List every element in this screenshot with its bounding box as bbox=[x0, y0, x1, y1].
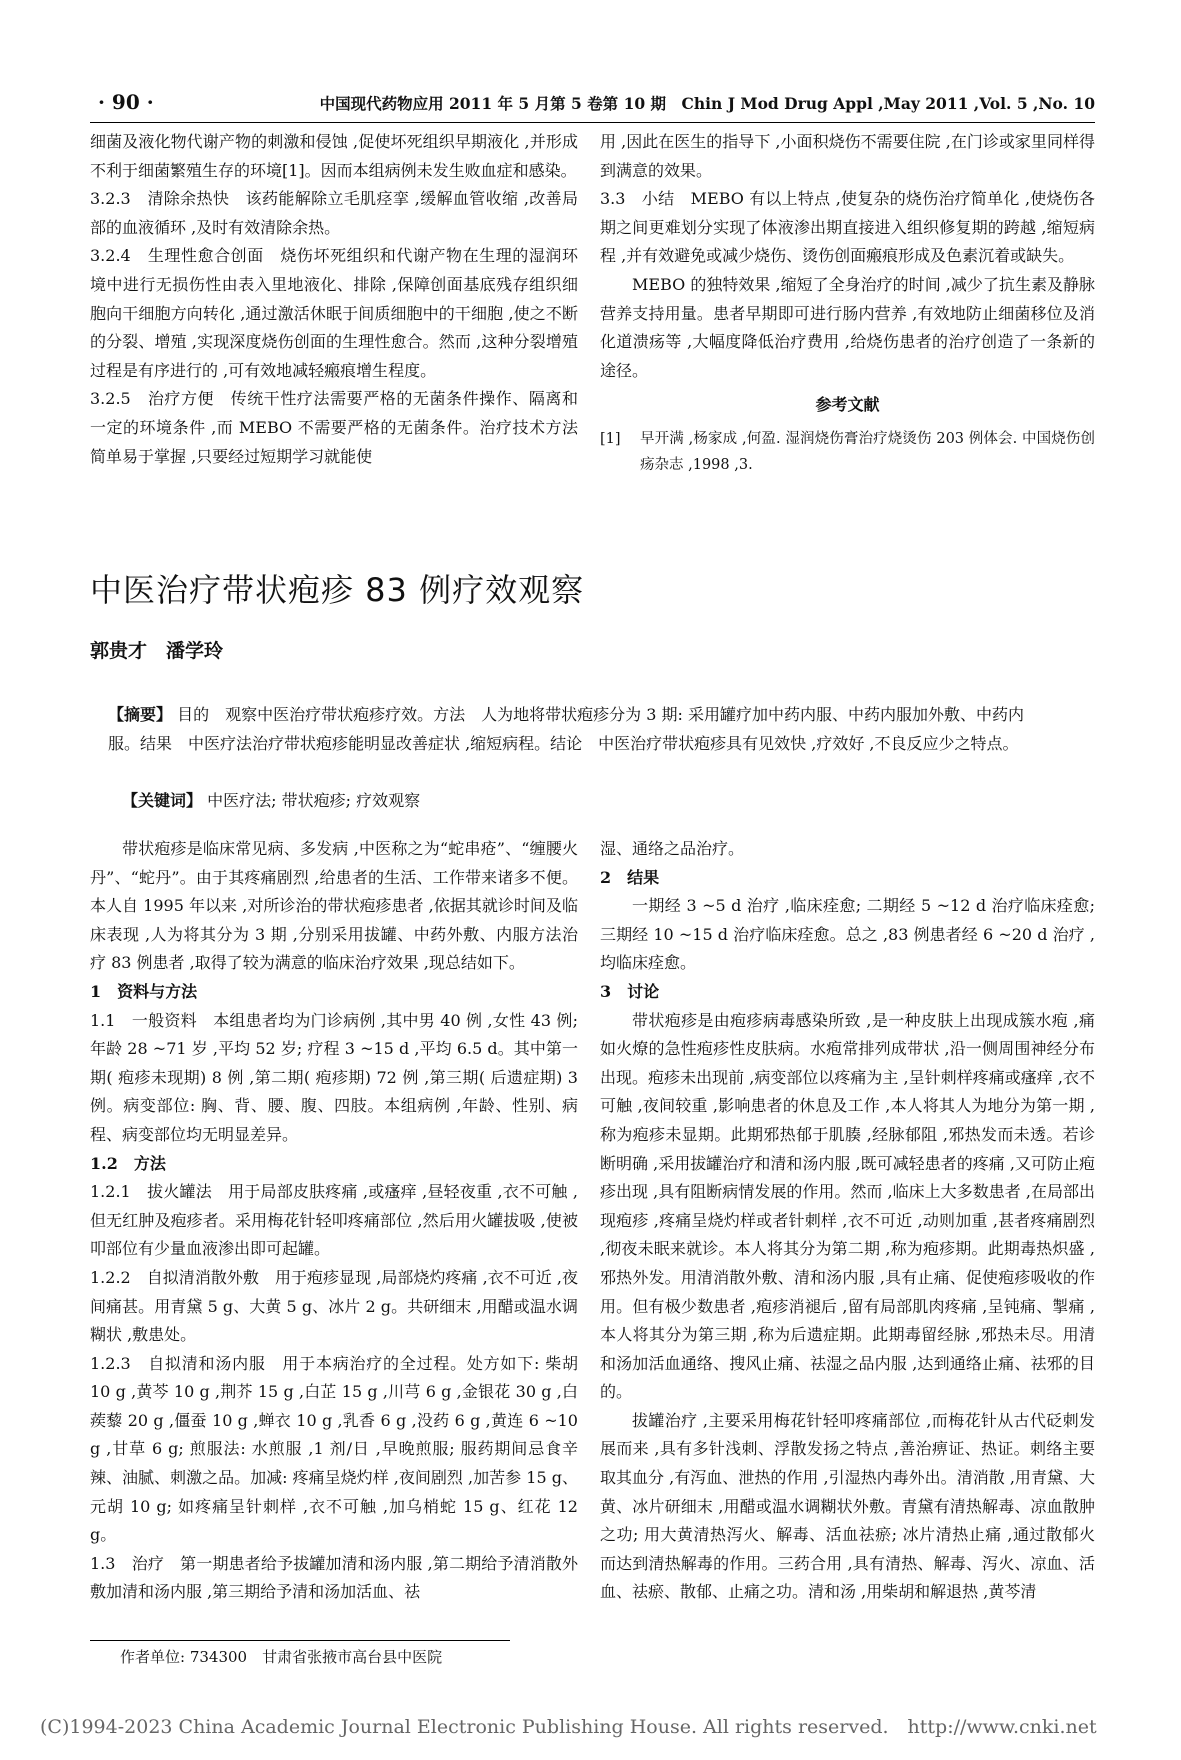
article-authors: 郭贵才 潘学玲 bbox=[90, 640, 224, 662]
paragraph: MEBO 的独特效果 ,缩短了全身治疗的时间 ,减少了抗生素及静脉营养支持用量。患者早期即可进行肠内营养 ,有效地防止细菌移位及消化道溃疡等 ,大幅度降低治疗费用 ,给烧伤患者的治疗创造了一条新的途径。 bbox=[600, 274, 1095, 380]
paragraph: 细菌及液化物代谢产物的刺激和侵蚀 ,促使坏死组织早期液化 ,并形成不利于细菌繁殖生存的环境[1]。因而本组病例未发生败血症和感染。 bbox=[90, 132, 578, 180]
paragraph: 带状疱疹是临床常见病、多发病 ,中医称之为“蛇串疮”、“缠腰火丹”、“蛇丹”。由于其疼痛剧烈 ,给患者的生活、工作带来诸多不便。本人自 1995 年以来 ,对所诊治的带状疱疹患者 ,依据其就诊时间及临床表现 ,人为将其分为 3 期 ,分别采用拔罐、中药外敷、内服方法治疗 83 例患者 ,取得了较为满意的临床治疗效果 ,现总结如下。 bbox=[90, 839, 578, 973]
section-heading: 3 讨论 bbox=[600, 981, 660, 1001]
section-heading: 1 资料与方法 bbox=[90, 981, 198, 1001]
copyright-footer: (C)1994-2023 China Academic Journal Electronic Publishing House. All rights reserved. http://www.cnki.net bbox=[40, 1716, 1097, 1738]
affiliation-rule bbox=[90, 1640, 510, 1641]
paragraph: 3.2.5 治疗方便 传统干性疗法需要严格的无菌条件操作、隔离和一定的环境条件 ,而 MEBO 不需要严格的无菌条件。治疗技术方法简单易于掌握 ,只要经过短期学习就能使 bbox=[90, 389, 578, 466]
paragraph: 一期经 3 ~5 d 治疗 ,临床痊愈; 二期经 5 ~12 d 治疗临床痊愈; 三期经 10 ~15 d 治疗临床痊愈。总之 ,83 例患者经 6 ~20 d 治疗 ,均临床痊愈。 bbox=[600, 896, 1095, 973]
abstract bbox=[108, 701, 1036, 758]
paragraph: 1.2.2 自拟清消散外敷 用于疱疹显现 ,局部烧灼疼痛 ,衣不可近 ,夜间痛甚。用青黛 5 g、大黄 5 g、冰片 2 g。共研细末 ,用醋或温水调糊状 ,敷患处。 bbox=[90, 1267, 578, 1345]
paragraph: 3.3 小结 MEBO 有以上特点 ,使复杂的烧伤治疗简单化 ,使烧伤各期之间更难划分实现了体液渗出期直接进入组织修复期的跨越 ,缩短病程 ,并有效避免或减少烧伤、烫伤创面瘢痕形成及色素沉着或缺失。 bbox=[600, 189, 1095, 266]
journal-info: 中国现代药物应用 2011 年 5 月第 5 卷第 10 期 Chin J Mod Drug Appl ,May 2011 ,Vol. 5 ,No. 10 bbox=[319, 94, 1095, 113]
reference-item bbox=[600, 426, 1095, 478]
abstract-text: 目的 观察中医治疗带状疱疹疗效。方法 人为地将带状疱疹分为 3 期: 采用罐疗加中药内服、中药内服加外敷、中药内服。结果 中医疗法治疗带状疱疹能明显改善症状 ,缩短病程。结论 中医治疗带状疱疹具有见效快 ,疗效好 ,不良反应少之特点。 bbox=[108, 705, 1024, 753]
section-heading: 2 结果 bbox=[600, 867, 660, 887]
page-number: · 90 · bbox=[98, 90, 154, 114]
article-left-column bbox=[90, 835, 578, 1607]
keywords-label: 【关键词】 bbox=[122, 791, 203, 810]
article-right-column bbox=[600, 835, 1095, 1607]
author-affiliation: 作者单位: 734300 甘肃省张掖市高台县中医院 bbox=[120, 1648, 443, 1666]
reference-text: 早开满 ,杨家成 ,何盈. 湿润烧伤膏治疗烧烫伤 203 例体会. 中国烧伤创疡杂志 ,1998 ,3. bbox=[640, 430, 1095, 473]
paragraph: 1.1 一般资料 本组患者均为门诊病例 ,其中男 40 例 ,女性 43 例; 年龄 28 ~71 岁 ,平均 52 岁; 疗程 3 ~15 d ,平均 6.5 d。其中第一期( 疱疹未现期) 8 例 ,第二期( 疱疹期) 72 例 ,第三期( 后遗症期) 3 例。病变部位: 胸、背、腰、腹、四肢。本组病例 ,年龄、性别、病程、病变部位均无明显差异。 bbox=[90, 1010, 578, 1144]
references-heading: 参考文献 bbox=[815, 395, 880, 415]
keywords-text: 中医疗法; 带状疱疹; 疗效观察 bbox=[207, 791, 421, 810]
paragraph: 1.2.1 拔火罐法 用于局部皮肤疼痛 ,或瘙痒 ,昼轻夜重 ,衣不可触 ,但无红肿及疱疹者。采用梅花针轻叩疼痛部位 ,然后用火罐拔吸 ,使被叩部位有少量血液渗出即可起罐。 bbox=[90, 1182, 578, 1259]
section-heading: 1.2 方法 bbox=[90, 1153, 166, 1173]
article-title: 中医治疗带状疱疹 83 例疗效观察 bbox=[90, 571, 585, 609]
paragraph: 拔罐治疗 ,主要采用梅花针轻叩疼痛部位 ,而梅花针从古代砭刺发展而来 ,具有多针浅刺、浮散发扬之特点 ,善治痹证、热证。刺络主要取其血分 ,有泻血、泄热的作用 ,引湿热内毒外出。清消散 ,用青黛、大黄、冰片研细末 ,用醋或温水调糊状外敷。青黛有清热解毒、凉血散肿之功; 用大黄清热泻火、解毒、活血祛瘀; 冰片清热止痛 ,通过散郁火而达到清热解毒的作用。三药合用 ,具有清热、解毒、泻火、凉血、活血、祛瘀、散郁、止痛之功。清和汤 ,用柴胡和解退热 ,黄芩清 bbox=[600, 1410, 1095, 1602]
abstract-label: 【摘要】 bbox=[108, 705, 173, 724]
keywords bbox=[122, 787, 420, 815]
paragraph: 1.3 治疗 第一期患者给予拔罐加清和汤内服 ,第二期给予清消散外敷加清和汤内服 ,第三期给予清和汤加活血、祛 bbox=[90, 1553, 578, 1602]
paragraph: 用 ,因此在医生的指导下 ,小面积烧伤不需要住院 ,在门诊或家里同样得到满意的效果。 bbox=[600, 132, 1095, 180]
reference-number: [1] bbox=[600, 430, 621, 447]
paragraph: 3.2.4 生理性愈合创面 烧伤坏死组织和代谢产物在生理的湿润环境中进行无损伤性由表入里地液化、排除 ,保障创面基底残存组织细胞向干细胞方向转化 ,通过激活休眠于间质细胞中的干细胞 ,使之不断的分裂、增殖 ,实现深度烧伤创面的生理性愈合。然而 ,这种分裂增殖过程是有序进行的 ,可有效地减轻瘢痕增生程度。 bbox=[90, 246, 578, 380]
prev-article-left-column bbox=[90, 128, 578, 471]
paragraph: 湿、通络之品治疗。 bbox=[600, 839, 745, 858]
paragraph: 1.2.3 自拟清和汤内服 用于本病治疗的全过程。处方如下: 柴胡 10 g ,黄芩 10 g ,荆芥 15 g ,白芷 15 g ,川芎 6 g ,金银花 30 g ,白蒺藜 20 g ,僵蚕 10 g ,蝉衣 10 g ,乳香 6 g ,没药 6 g ,黄连 6 ~10 g ,甘草 6 g; 煎服法: 水煎服 ,1 剂/日 ,早晚煎服; 服药期间忌食辛辣、油腻、刺激之品。加减: 疼痛呈烧灼样 ,夜间剧烈 ,加苦参 15 g、元胡 10 g; 如疼痛呈针刺样 ,衣不可触 ,加乌梢蛇 15 g、红花 12 g。 bbox=[90, 1353, 578, 1545]
prev-article-right-column bbox=[600, 128, 1095, 478]
running-header bbox=[90, 88, 1095, 123]
paragraph: 3.2.3 清除余热快 该药能解除立毛肌痉挛 ,缓解血管收缩 ,改善局部的血液循环 ,及时有效清除余热。 bbox=[90, 189, 578, 237]
paragraph: 带状疱疹是由疱疹病毒感染所致 ,是一种皮肤上出现成簇水疱 ,痛如火燎的急性疱疹性皮肤病。水疱常排列成带状 ,沿一侧周围神经分布出现。疱疹未出现前 ,病变部位以疼痛为主 ,呈针刺样疼痛或瘙痒 ,衣不可触 ,夜间较重 ,影响患者的休息及工作 ,本人将其人为地分为第一期 ,称为疱疹未显期。此期邪热郁于肌腠 ,经脉郁阻 ,邪热发而未透。若诊断明确 ,采用拔罐治疗和清和汤内服 ,既可减轻患者的疼痛 ,又可防止疱疹出现 ,具有阻断病情发展的作用。然而 ,临床上大多数患者 ,在局部出现疱疹 ,疼痛呈烧灼样或者针刺样 ,衣不可近 ,动则加重 ,甚者疼痛剧烈 ,彻夜未眠来就诊。本人将其分为第二期 ,称为疱疹期。此期毒热炽盛 ,邪热外发。用清消散外敷、清和汤内服 ,具有止痛、促使疱疹吸收的作用。但有极少数患者 ,疱疹消褪后 ,留有局部肌肉疼痛 ,呈钝痛、掣痛 ,本人将其分为第三期 ,称为后遗症期。此期毒留经脉 ,邪热未尽。用清和汤加活血通络、搜风止痛、祛湿之品内服 ,达到通络止痛、祛邪的目的。 bbox=[600, 1010, 1095, 1402]
